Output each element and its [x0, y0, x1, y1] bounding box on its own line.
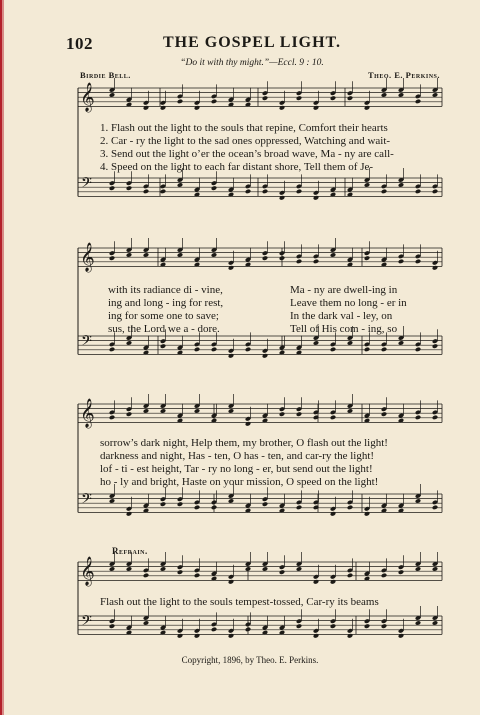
- verse-2-line: ing and long - ing for rest,: [108, 297, 224, 309]
- note-head: [313, 633, 319, 638]
- note-head: [228, 633, 234, 638]
- note-head: [330, 347, 336, 352]
- verses-system-2-left: [108, 284, 223, 336]
- note-head: [279, 255, 285, 260]
- note-head: [143, 573, 149, 578]
- verse-1-line: 1. Flash out the light to the souls that repine, Comfort their hearts: [100, 122, 388, 134]
- note-head: [381, 189, 387, 194]
- note-head: [211, 627, 217, 632]
- note-head: [177, 501, 183, 506]
- treble-clef-icon: 𝄞: [80, 82, 95, 111]
- bass-clef-icon: 𝄢: [81, 613, 92, 633]
- note-head: [364, 347, 370, 352]
- note-head: [330, 415, 336, 420]
- verse-2-line: Leave them no long - er in: [290, 297, 407, 309]
- verse-3-line: lof - ti - est height, Tar - ry no long - er, but send out the light!: [100, 463, 373, 475]
- note-head: [296, 189, 302, 194]
- note-head: [177, 99, 183, 104]
- note-head: [279, 411, 285, 416]
- note-head: [432, 505, 438, 510]
- composer-credit: Theo. E. Perkins.: [368, 70, 440, 80]
- note-head: [415, 189, 421, 194]
- note-head: [126, 511, 132, 516]
- note-head: [381, 411, 387, 416]
- note-head: [313, 579, 319, 584]
- note-head: [415, 415, 421, 420]
- verse-4-line: Tell of His com - ing, so: [290, 323, 398, 335]
- note-head: [364, 105, 370, 110]
- note-head: [160, 189, 166, 194]
- note-head: [381, 623, 387, 628]
- note-head: [262, 353, 268, 358]
- note-head: [398, 259, 404, 264]
- note-head: [347, 505, 353, 510]
- verse-4-line: 4. Speed on the light to each far distant shore, Tell them of Je-: [100, 161, 374, 173]
- verse-3-line: 3. Send out the light o’er the ocean’s broad wave, Ma - ny are call-: [100, 148, 394, 160]
- note-head: [364, 511, 370, 516]
- bass-clef-icon: 𝄢: [81, 333, 92, 353]
- note-head: [177, 633, 183, 638]
- note-head: [432, 265, 438, 270]
- note-head: [296, 411, 302, 416]
- verse-1-line: Ma - ny are dwell-ing in: [290, 284, 398, 296]
- treble-clef-icon: 𝄞: [80, 556, 95, 585]
- note-head: [347, 633, 353, 638]
- verses-system-2-right: [290, 284, 407, 336]
- note-head: [279, 569, 285, 574]
- note-head: [330, 623, 336, 628]
- note-head: [228, 579, 234, 584]
- note-head: [160, 343, 166, 348]
- verse-4-line: sus, the Lord we a - dore.: [108, 323, 220, 335]
- verse-4-line: ho - ly and bright, Haste on your mission, O speed on the light!: [100, 476, 379, 488]
- verse-2-line: darkness and night, Has - ten, O has - ten, and car-ry the light!: [100, 450, 375, 462]
- page-number: 102: [66, 34, 93, 53]
- note-head: [228, 265, 234, 270]
- note-head: [398, 569, 404, 574]
- hymn-title: THE GOSPEL LIGHT.: [162, 34, 342, 51]
- note-head: [415, 347, 421, 352]
- refrain-label: Refrain.: [112, 546, 148, 556]
- note-head: [262, 501, 268, 506]
- note-head: [364, 255, 370, 260]
- note-head: [109, 347, 115, 352]
- note-head: [126, 185, 132, 190]
- note-head: [415, 99, 421, 104]
- note-head: [432, 189, 438, 194]
- note-head: [347, 573, 353, 578]
- note-head: [415, 259, 421, 264]
- copyright-notice: Copyright, 1896, by Theo. E. Perkins.: [181, 655, 319, 665]
- note-head: [194, 505, 200, 510]
- scripture-epigraph: “Do it with thy might.”—Eccl. 9 : 10.: [180, 58, 324, 68]
- bass-clef-icon: 𝄢: [81, 175, 92, 195]
- note-head: [262, 95, 268, 100]
- note-head: [279, 105, 285, 110]
- note-head: [194, 573, 200, 578]
- note-head: [109, 623, 115, 628]
- note-head: [262, 255, 268, 260]
- verse-3-line: In the dark val - ley, on: [290, 310, 393, 322]
- note-head: [245, 421, 251, 426]
- note-head: [160, 501, 166, 506]
- note-head: [330, 95, 336, 100]
- note-head: [381, 347, 387, 352]
- note-head: [211, 347, 217, 352]
- note-head: [330, 511, 336, 516]
- note-head: [313, 195, 319, 200]
- refrain-lyric-line: Flash out the light to the souls tempest-tossed, Car-ry its beams: [100, 596, 379, 608]
- note-head: [313, 105, 319, 110]
- note-head: [109, 185, 115, 190]
- note-head: [177, 569, 183, 574]
- note-head: [228, 353, 234, 358]
- note-head: [347, 95, 353, 100]
- verses-system-3: [100, 437, 388, 489]
- tune-name: Birdie Bell.: [80, 70, 131, 80]
- note-head: [296, 505, 302, 510]
- bass-clef-icon: 𝄢: [81, 491, 92, 511]
- verse-3-line: ing for some one to save;: [108, 310, 219, 322]
- note-head: [143, 105, 149, 110]
- note-head: [211, 505, 217, 510]
- note-head: [262, 189, 268, 194]
- note-head: [432, 415, 438, 420]
- note-head: [194, 105, 200, 110]
- note-head: [126, 411, 132, 416]
- note-head: [160, 105, 166, 110]
- note-head: [245, 189, 251, 194]
- verse-1-line: sorrow’s dark night, Help them, my brother, O flash out the light!: [100, 437, 388, 449]
- note-head: [313, 259, 319, 264]
- treble-clef-icon: 𝄞: [80, 398, 95, 427]
- note-head: [381, 573, 387, 578]
- verse-2-line: 2. Car - ry the light to the sad ones oppressed, Watching and wait-: [100, 135, 391, 147]
- note-head: [194, 347, 200, 352]
- note-head: [109, 255, 115, 260]
- note-head: [245, 347, 251, 352]
- note-head: [364, 623, 370, 628]
- note-head: [245, 627, 251, 632]
- verses-system-1: [100, 122, 394, 174]
- note-head: [432, 343, 438, 348]
- note-head: [143, 189, 149, 194]
- note-head: [211, 99, 217, 104]
- note-head: [398, 633, 404, 638]
- note-head: [279, 195, 285, 200]
- note-head: [109, 415, 115, 420]
- verse-1-line: with its radiance di - vine,: [108, 284, 223, 296]
- note-head: [330, 579, 336, 584]
- treble-clef-icon: 𝄞: [80, 242, 95, 271]
- note-head: [194, 633, 200, 638]
- note-head: [296, 95, 302, 100]
- note-head: [296, 259, 302, 264]
- note-head: [296, 623, 302, 628]
- note-head: [211, 185, 217, 190]
